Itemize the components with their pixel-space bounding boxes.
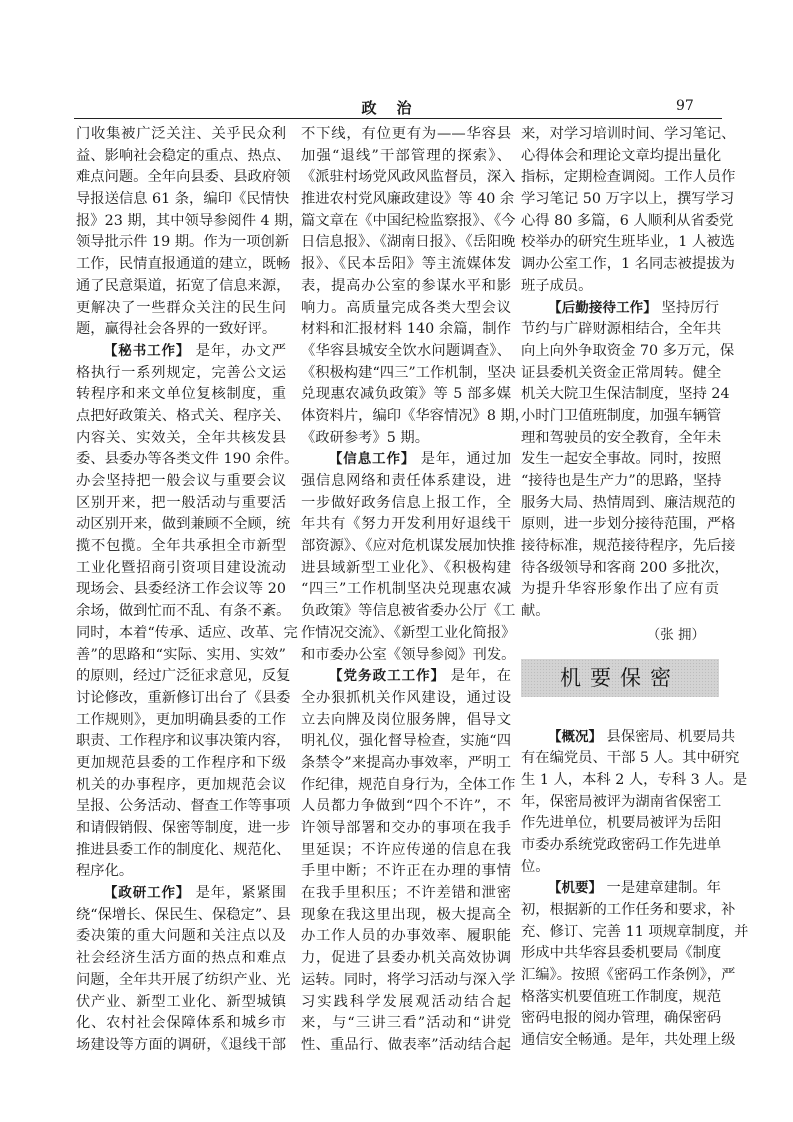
- text-line: 向上向外争取资金 70 多万元，保: [521, 342, 735, 359]
- text-line: 领导批示件 19 期。作为一项创新: [76, 234, 290, 251]
- text-line: 问题，全年共开展了纺织产业、光: [76, 971, 291, 988]
- text-line: 部资源》、《应对危机谋发展加快推: [301, 538, 516, 555]
- text-line: 难点问题。全年向县委、县政府领: [76, 169, 291, 186]
- text-line: 篇文章在《中国纪检监察报》、《今: [301, 212, 516, 229]
- text-line: 接待标准，规范接待程序，先后接: [521, 538, 736, 555]
- text-line: 的原则，经过广泛征求意见，反复: [76, 668, 291, 685]
- text-line: 心得体会和理论文章均提出量化: [521, 147, 722, 164]
- text-column-1: [76, 124, 303, 1057]
- text-line: 工作规则》，更加明确县委的工作: [76, 711, 286, 728]
- text-line: 生 1 人，本科 2 人，专科 3 人。是: [521, 771, 748, 788]
- text-line: 通信安全畅通。是年，共处理上级: [521, 1032, 736, 1049]
- paragraph-heading: 【后勤接待工作】: [548, 299, 657, 316]
- text-line: 和市委办公室《领导参阅》刊发。: [301, 646, 516, 663]
- page-number: 97: [676, 98, 694, 114]
- text-line: 门收集被广泛关注、关乎民众利: [76, 126, 286, 142]
- line-text: 是年，在: [445, 668, 512, 685]
- text-line: 发生一起安全事故。同时，按照: [521, 451, 722, 468]
- text-line: 工作，民情直报通道的建立，既畅: [76, 256, 291, 273]
- text-line: 推进农村党风廉政建设》等 40 余: [301, 191, 515, 208]
- text-line: 明礼仪，强化督导检查，实施“四: [301, 733, 511, 750]
- text-line: 《政研参考》5 期。: [301, 429, 430, 446]
- text-line: 理和驾驶员的安全教育，全年未: [521, 429, 722, 446]
- paragraph-heading: 【党务政工工作】: [328, 668, 446, 685]
- paragraph: [301, 124, 530, 449]
- text-line: 性、重品行、做表率”活动结合起: [301, 1036, 511, 1053]
- paragraph-heading: 【概况】: [548, 728, 602, 745]
- paragraph-headed: [301, 449, 516, 666]
- text-line: 年共有《努力开发利用好退线干: [301, 516, 511, 533]
- paragraph-headed: [521, 298, 736, 623]
- text-line: 办会坚持把一般会议与重要会议: [76, 473, 286, 489]
- text-column-3: [521, 124, 749, 1052]
- text-line: 和请假销假、保密等制度，进一步: [76, 820, 291, 836]
- text-line: 里延误；不许应传递的信息在我: [301, 841, 511, 858]
- text-line: 程序化。: [76, 863, 134, 880]
- text-line: [301, 449, 511, 471]
- text-line: 推进县委工作的制度化、规范化、: [76, 841, 291, 858]
- text-line: 呈报、公务活动、督查工作等事项: [76, 798, 291, 815]
- paragraph-headed: [76, 883, 291, 1057]
- text-line: 《积极构建“四三”工作机制，坚决: [301, 364, 516, 381]
- text-line: 机关的办事程序，更加规范会议: [76, 776, 286, 793]
- paragraph-heading: 【秘书工作】: [103, 342, 191, 359]
- paragraph-headed: [521, 878, 749, 1052]
- text-line: 献。: [521, 603, 550, 620]
- text-line: 区别开来，把一般活动与重要活: [76, 494, 286, 511]
- text-line: 材料和汇报材料 140 余篇，制作: [301, 321, 511, 338]
- text-line: 校举办的研究生班毕业，1 人被选: [521, 234, 735, 251]
- text-line: 进县域新型工业化》、《积极构建: [301, 559, 511, 576]
- text-line: 习实践科学发展观活动结合起: [301, 993, 511, 1010]
- text-line: 有在编党员、干部 5 人。其中研究: [521, 750, 740, 767]
- text-line: [76, 341, 286, 363]
- text-line: 讨论修改，重新修订出台了《县委: [76, 689, 291, 706]
- text-line: 不下线，有位更有为——华容县: [301, 126, 511, 142]
- text-line: 报》、《民本岳阳》等主流媒体发: [301, 256, 511, 273]
- text-line: [521, 298, 719, 320]
- text-line: 现场会、县委经济工作会议等 20: [76, 581, 286, 598]
- text-line: 委决策的重大问题和关注点以及: [76, 928, 286, 945]
- text-line: 位。: [521, 858, 550, 875]
- text-line: 社会经济生活方面的热点和难点: [76, 950, 286, 967]
- paragraph: [521, 124, 736, 298]
- text-line: “接待也是生产力”的思路，坚持: [521, 473, 722, 489]
- text-line: 点把好政策关、格式关、程序关、: [76, 407, 291, 424]
- section-spacer: [521, 697, 719, 727]
- text-line: 小时门卫值班制度，加强车辆管: [521, 407, 722, 424]
- line-text: 是年，办文严: [190, 342, 287, 359]
- text-line: 形成中共华容县委机要局《制度: [521, 945, 722, 962]
- paragraph-headed: [521, 727, 748, 879]
- text-line: 工业化暨招商引资项目建设流动: [76, 559, 286, 576]
- text-line: 委、县委办等各类文件 190 余件。: [76, 451, 299, 468]
- text-line: 一步做好政务信息上报工作，全: [301, 494, 511, 511]
- text-line: 班子成员。: [521, 277, 593, 294]
- line-text: 是年，紧紧围: [190, 885, 287, 902]
- text-line: 条禁令”来提高办事效率，严明工: [301, 754, 511, 771]
- text-line: 市委办系统党政密码工作先进单: [521, 836, 722, 853]
- text-line: 现象在我这里出现，极大提高全: [301, 906, 511, 923]
- text-line: 心得 80 多篇，6 人顺利从省委党: [521, 212, 734, 229]
- text-line: 学习笔记 50 万字以上，撰写学习: [521, 191, 735, 208]
- text-line: 为提升华容形象作出了应有贡: [521, 581, 719, 598]
- text-line: 题，赢得社会各界的一致好评。: [76, 321, 277, 338]
- text-line: 格执行一系列规定，完善公文运: [76, 364, 286, 381]
- text-line: 人员都力争做到“四个不许”，不: [301, 798, 511, 815]
- text-line: 密码电报的阅办管理，确保密码: [521, 1010, 722, 1027]
- paragraph-heading: 【机要】: [548, 880, 602, 897]
- header-rule: [74, 118, 722, 119]
- paragraph-headed: [301, 666, 516, 1056]
- text-column-2: [301, 124, 530, 1057]
- section-title-banner: 机要保密: [521, 659, 719, 697]
- text-line: 《华容县城安全饮水问题调查》、: [301, 342, 511, 359]
- text-line: 余场，做到忙而不乱、有条不紊。: [76, 603, 291, 620]
- text-line: 手里中断；不许正在办理的事情: [301, 863, 511, 880]
- text-line: 绕“保增长、保民生、保稳定”、县: [76, 906, 291, 923]
- text-line: 格落实机要值班工作制度，规范: [521, 988, 722, 1005]
- text-line: 场建设等方面的调研，《退线干部: [76, 1036, 286, 1053]
- text-line: 全办狠抓机关作风建设，通过设: [301, 689, 511, 706]
- text-line: 益、影响社会稳定的重点、热点、: [76, 147, 291, 164]
- text-line: 日信息报》、《湖南日报》、《岳阳晚: [301, 234, 516, 251]
- text-line: 动区别开来，做到兼顾不全顾，统: [76, 516, 291, 533]
- line-text: 是年，通过加: [415, 451, 512, 468]
- running-header-section: 政治: [361, 99, 432, 117]
- text-line: 通了民意渠道，拓宽了信息来源，: [76, 277, 291, 294]
- text-line: 揽不包揽。全年共承担全市新型: [76, 538, 286, 555]
- text-line: 办工作人员的办事效率、履职能: [301, 928, 511, 945]
- paragraph-headed: [76, 341, 299, 883]
- text-line: 指标，定期检查调阅。工作人员作: [521, 169, 736, 186]
- text-line: 原则，进一步划分接待范围，严格: [521, 516, 736, 533]
- text-line: 作纪律，规范自身行为，全体工作: [301, 776, 516, 793]
- text-line: 作先进单位，机要局被评为岳阳: [521, 815, 722, 832]
- text-line: 善”的思路和“实际、实用、实效”: [76, 646, 286, 663]
- line-text: 一是建章建制。年: [602, 880, 721, 897]
- text-line: [521, 727, 736, 749]
- paragraph-heading: 【信息工作】: [328, 451, 416, 468]
- text-line: 服务大局、热情周到、廉洁规范的: [521, 494, 736, 511]
- text-line: 同时，本着“传承、适应、改革、完: [76, 624, 298, 641]
- text-line: 运转。同时，将学习活动与深入学: [301, 971, 516, 988]
- text-line: [301, 666, 511, 688]
- text-line: 立去向牌及岗位服务牌，倡导文: [301, 711, 511, 728]
- text-line: 内容关、实效关，全年共核发县: [76, 429, 286, 446]
- text-line: 导报送信息 61 条，编印《民情快: [76, 191, 290, 208]
- text-line: “四三”工作机制坚决兑现惠农减: [301, 581, 511, 598]
- author-signature: （张 拥）: [646, 626, 705, 643]
- text-line: 伏产业、新型工业化、新型城镇: [76, 993, 286, 1010]
- text-line: [521, 878, 719, 900]
- text-line: 待各级领导和客商 200 多批次，: [521, 559, 729, 576]
- line-text: 县保密局、机要局共: [602, 728, 736, 745]
- paragraph-heading: 【政研工作】: [103, 885, 191, 902]
- text-line: 调办公室工作，1 名同志被提拔为: [521, 256, 735, 273]
- text-line: 初，根据新的工作任务和要求，补: [521, 902, 736, 918]
- text-line: 汇编》。按照《密码工作条例》，严: [521, 967, 736, 984]
- text-line: 加强“退线”干部管理的探索》、: [301, 147, 511, 164]
- text-line: 职责、工作程序和议事决策内容，: [76, 733, 291, 750]
- text-line: 年，保密局被评为湖南省保密工: [521, 793, 722, 810]
- paragraph: [76, 124, 303, 341]
- text-line: 来，对学习培训时间、学习笔记、: [521, 126, 736, 142]
- text-line: 兑现惠农减负政策》等 5 部多媒: [301, 386, 511, 403]
- text-line: 《派驻村场党风政风监督员，深入: [301, 169, 516, 186]
- text-line: 负政策》等信息被省委办公厅《工: [301, 603, 516, 620]
- text-line: 强信息网络和责任体系建设，进: [301, 473, 511, 489]
- text-line: [76, 883, 286, 905]
- text-line: 来，与“三讲三看”活动和“讲党: [301, 1015, 511, 1032]
- text-line: 充、修订、完善 11 项规章制度，并: [521, 923, 749, 940]
- line-text: 坚持厉行: [656, 299, 720, 316]
- text-line: 作情况交流》、《新型工业化简报》: [301, 624, 516, 641]
- text-line: 更加规范县委的工作程序和下级: [76, 754, 286, 771]
- text-line: 更解决了一些群众关注的民生问: [76, 299, 286, 316]
- text-line: 体资料片，编印《华容情况》8 期，: [301, 407, 530, 424]
- text-line: 化、农村社会保障体系和城乡市: [76, 1015, 286, 1032]
- text-line: 转程序和来文单位复核制度，重: [76, 386, 286, 403]
- text-line: 表，提高办公室的参谋水平和影: [301, 277, 511, 294]
- text-line: 在我手里积压；不许差错和泄密: [301, 885, 511, 902]
- text-line: 报》23 期，其中领导参阅件 4 期，: [76, 212, 303, 229]
- text-line: 证县委机关资金正常周转。健全: [521, 364, 722, 381]
- text-line: 许领导部署和交办的事项在我手: [301, 820, 511, 836]
- text-line: 节约与广辟财源相结合，全年共: [521, 321, 722, 338]
- text-line: 力，促进了县委办机关高效协调: [301, 950, 511, 967]
- text-line: 机关大院卫生保洁制度，坚持 24: [521, 386, 730, 403]
- text-line: 响力。高质量完成各类大型会议: [301, 299, 511, 316]
